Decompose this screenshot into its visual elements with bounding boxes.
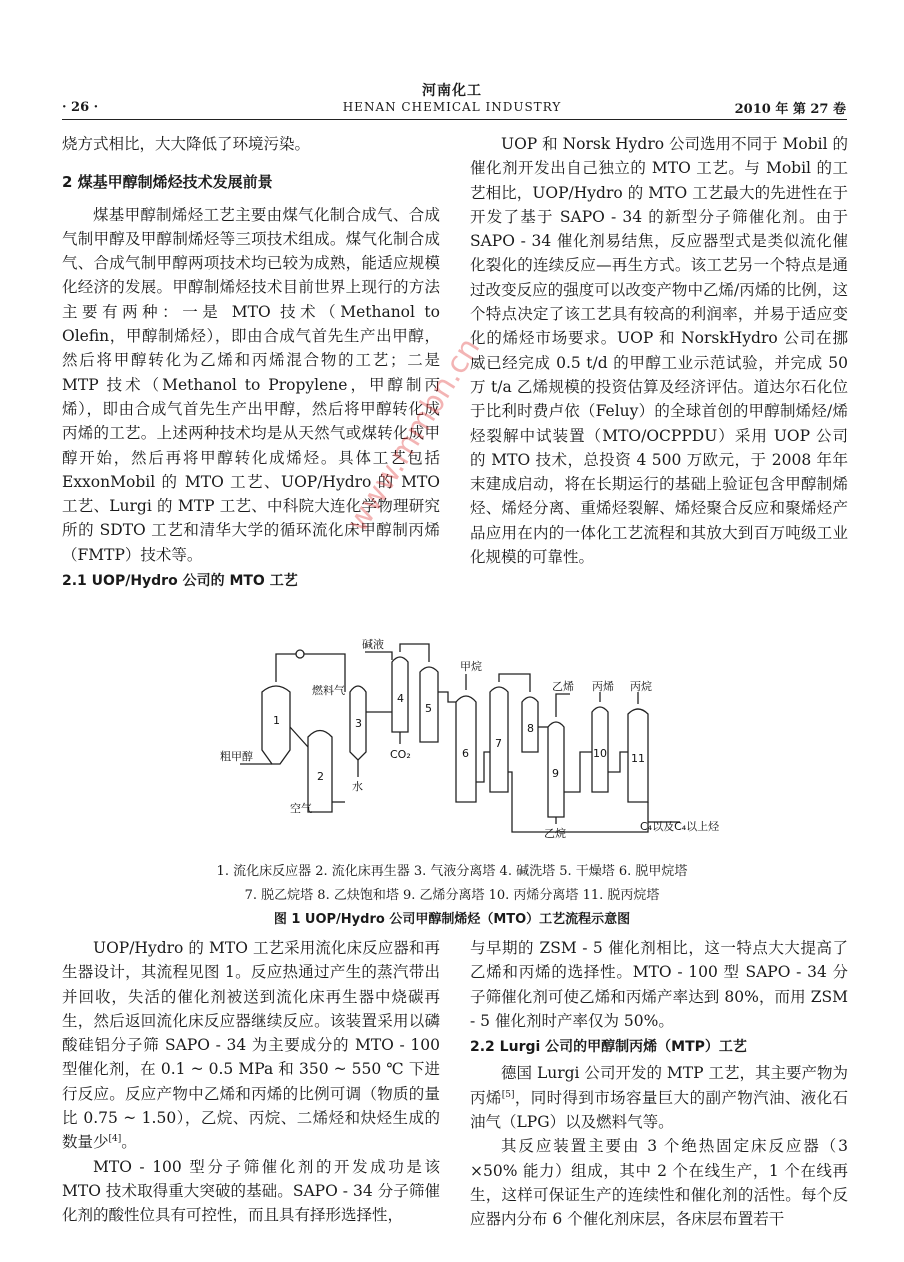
section-heading: 2 煤基甲醇制烯烃技术发展前景 [62, 173, 273, 192]
figure-legend-line-1: 1. 流化床反应器 2. 流化床再生器 3. 气液分离塔 4. 碱洗塔 5. 干燥塔 6. 脱甲烷塔 [216, 864, 688, 879]
unit-11-label: 11 [631, 752, 645, 765]
air-label: 空气 [290, 802, 312, 815]
methane-label: 甲烷 [460, 660, 482, 673]
year-volume: 2010 年 第 27 卷 [734, 102, 846, 117]
unit-9-label: 9 [552, 767, 559, 780]
left-column-bottom [62, 936, 440, 1228]
paragraph: 与早期的 ZSM - 5 催化剂相比，这一特点大大提高了乙烯和丙烯的选择性。MTO - 100 型 SAPO - 34 分子筛催化剂可使乙烯和丙烯产率达到 80%，而用 ZSM - 5 催化剂时产率仅为 50%。 [470, 939, 848, 1030]
figure-title: 图 1 UOP/Hydro 公司甲醇制烯烃（MTO）工艺流程示意图 [273, 912, 631, 927]
citation: [5] [501, 1089, 515, 1100]
unit-1-label: 1 [273, 714, 280, 727]
paragraph: MTO - 100 型分子筛催化剂的开发成功是该 MTO 技术取得重大突破的基础。SAPO - 34 分子筛催化剂的酸性位具有可控性，而且具有择形选择性， [62, 1157, 440, 1225]
paragraph: UOP 和 Norsk Hydro 公司选用不同于 Mobil 的催化剂开发出自己独立的 MTO 工艺。与 Mobil 的工艺相比，UOP/Hydro 的 MTO 工艺最大的先进性在于开发了基于 SAPO - 34 的新型分子筛催化剂。由于 SAPO - 34 催化剂易结焦，反应器型式是类似流化催化裂化的连续反应—再生方式。该工艺另一个特点是通过改变反应的强度可以改变产物中乙烯/丙烯的比例，这个特点决定了该工艺具有较高的利润率，并易于适应变化的烯烃市场要求。UOP 和 NorskHydro 公司在挪威已经完成 0.5 t/d 的甲醇工业示范试验，并完成 50 万 t/a 乙烯规模的投资估算及经济评估。道达尔石化位于比利时费卢依（Feluy）的全球首创的甲醇制烯烃/烯烃裂解中试装置（MTO/OCPPDU）采用 UOP 公司的 MTO 技术，总投资 4 500 万欧元，于 2008 年年末建成启动，将在长期运行的基础上验证包含甲醇制烯烃、烯烃分离、重烯烃裂解、烯烃聚合反应和聚烯烃产品应用在内的一体化工艺流程和其放大到百万吨级工业化规模的可靠性。 [470, 135, 848, 567]
propylene-label: 丙烯 [592, 680, 614, 693]
header-rule [62, 119, 847, 120]
paragraph: 煤基甲醇制烯烃工艺主要由煤气化制合成气、合成气制甲醇及甲醇制烯烃等三项技术组成。煤气化制合成气、合成气制甲醇两项技术均已较为成熟，能适应规模化经济的发展。甲醇制烯烃技术目前世界上现行的方法主要有两种：一是 MTO 技术（Methanol to Olefin，甲醇制烯烃），即由合成气首先生产出甲醇，然后将甲醇转化为乙烯和丙烯混合物的工艺；二是 MTP 技术（Methanol to Propylene，甲醇制丙烯），即由合成气首先生产出甲醇，然后将甲醇转化成丙烯的工艺。上述两种技术均是从天然气或煤转化成甲醇开始，然后再将甲醇转化成烯烃。具体工艺包括 ExxonMobil 的 MTO 工艺、UOP/Hydro 的 MTO 工艺、Lurgi 的 MTP 工艺、中科院大连化学物理研究所的 SDTO 工艺和清华大学的循环流化床甲醇制丙烯（FMTP）技术等。 [62, 205, 440, 564]
mto-process-flow-diagram [200, 632, 760, 847]
right-column-bottom [470, 936, 848, 1232]
c4-label: C₄以及C₄以上烃 [640, 820, 720, 833]
alkali-label: 碱液 [362, 638, 384, 651]
figure-legend-line-2: 7. 脱乙烷塔 8. 乙炔饱和塔 9. 乙烯分离塔 10. 丙烯分离塔 11. 脱丙烷塔 [244, 888, 660, 903]
page-number: · 26 · [62, 100, 99, 115]
unit-3-label: 3 [355, 717, 362, 730]
fuel-gas-label: 燃料气 [312, 684, 345, 697]
page-header [0, 0, 904, 125]
subsection-heading: 2.1 UOP/Hydro 公司的 MTO 工艺 [62, 573, 298, 590]
unit-4-label: 4 [397, 692, 404, 705]
unit-6-label: 6 [462, 747, 469, 760]
paragraph-text: 德国 Lurgi 公司开发的 MTP 工艺，其主要产物为丙烯 [470, 1064, 848, 1107]
water-label: 水 [352, 780, 363, 793]
journal-title-en: HENAN CHEMICAL INDUSTRY [342, 100, 562, 114]
paragraph-text: UOP/Hydro 的 MTO 工艺采用流化床反应器和再生器设计，其流程见图 1。反应热通过产生的蒸汽带出并回收，失活的催化剂被送到流化床再生器中烧碳再生，然后返回流化床反应器继续反应。该装置采用以磷酸硅铝分子筛 SAPO - 34 为主要成分的 MTO - 100 型催化剂，在 0.1 ~ 0.5 MPa 和 350 ~ 550 ℃ 下进行反应。反应产物中乙烯和丙烯的比例可调（物质的量比 0.75 ~ 1.50），乙烷、丙烷、二烯烃和炔烃生成的数量少 [62, 939, 440, 1152]
co2-label: CO₂ [390, 748, 411, 761]
unit-5-label: 5 [425, 702, 432, 715]
unit-8-label: 8 [527, 722, 534, 735]
paragraph-text: ，同时得到市场容量巨大的副产物汽油、液化石油气（LPG）以及燃料气等。 [470, 1088, 848, 1132]
paragraph: 烧方式相比，大大降低了环境污染。 [62, 135, 311, 153]
ethane-label: 乙烷 [544, 827, 566, 840]
unit-7-label: 7 [495, 737, 502, 750]
unit-2-label: 2 [317, 770, 324, 783]
paragraph-text: 。 [121, 1133, 137, 1152]
left-column-top [62, 132, 440, 595]
paragraph: 其反应装置主要由 3 个绝热固定床反应器（3 ×50% 能力）组成，其中 2 个在线生产，1 个在线再生，这样可保证生产的连续性和催化剂的活性。每个反应器内分布 6 个催化剂床层，各床层布置若干 [470, 1137, 848, 1229]
journal-title-cn: 河南化工 [422, 83, 482, 99]
watermark: www.mmbn.cn [340, 331, 488, 539]
subsection-heading: 2.2 Lurgi 公司的甲醇制丙烯（MTP）工艺 [470, 1039, 747, 1056]
crude-methanol-label: 粗甲醇 [220, 750, 253, 763]
citation: [4] [108, 1134, 122, 1145]
ethylene-label: 乙烯 [552, 680, 574, 693]
paragraph [62, 936, 440, 1155]
right-column-top [470, 132, 848, 569]
unit-10-label: 10 [593, 747, 607, 760]
propane-label: 丙烷 [630, 680, 652, 693]
paragraph [470, 1061, 848, 1134]
